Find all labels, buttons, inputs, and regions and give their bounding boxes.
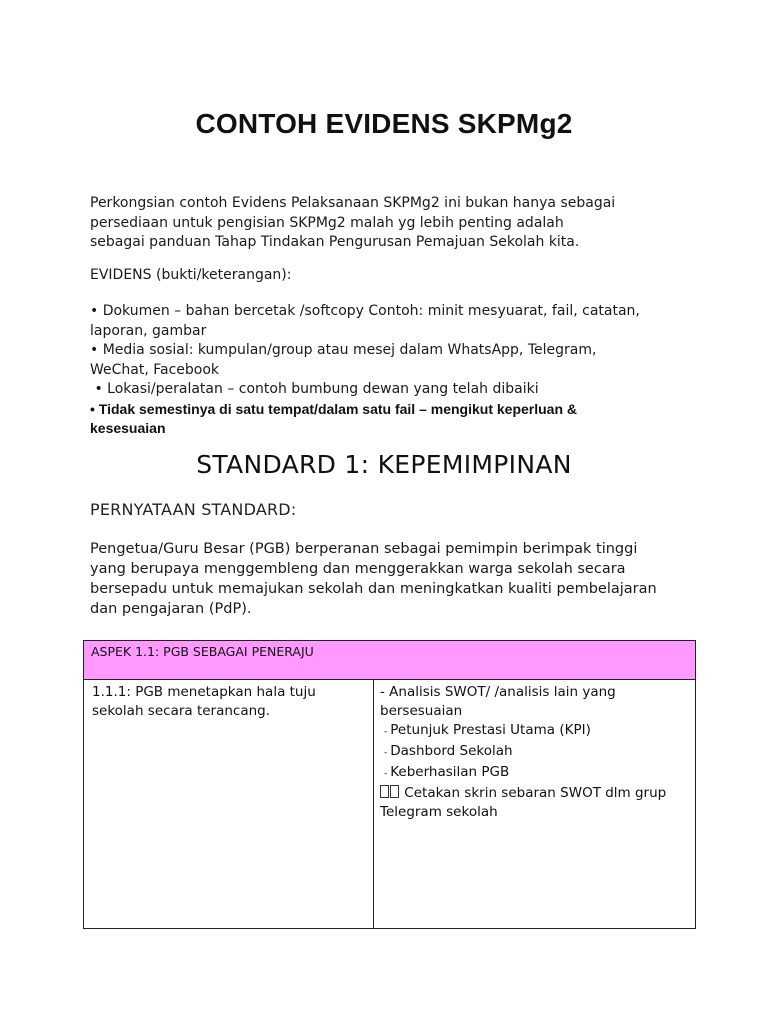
evidence-sub-item <box>380 742 689 763</box>
evidence-line: bersesuaian <box>380 703 463 719</box>
aspect-table <box>83 640 696 929</box>
intro-line: sebagai panduan Tahap Tindakan Pengurusan Pemajuan Sekolah kita. <box>90 234 580 250</box>
bullet-line: • Lokasi/peralatan – contoh bumbung dewan yang telah dibaiki <box>90 381 539 397</box>
glyph-line-text: Cetakan skrin sebaran SWOT dlm grup <box>404 785 667 801</box>
evidence-sub-item <box>380 721 689 742</box>
evidence-line: Telegram sekolah <box>380 804 498 820</box>
evidens-heading: EVIDENS (bukti/keterangan): <box>90 267 292 283</box>
criteria-line: sekolah secara terancang. <box>92 703 271 719</box>
evidens-bullet-list <box>90 302 690 439</box>
statement-line: yang berupaya menggembleng dan menggerakkan warga sekolah secara <box>90 561 626 577</box>
missing-glyph-box-icon <box>380 785 389 798</box>
dash-marker: - <box>384 769 388 779</box>
sub-item-label: Dashbord Sekolah <box>390 743 513 759</box>
bold-bullet-line: • Tidak semestinya di satu tempat/dalam satu fail – mengikut keperluan & <box>90 400 578 417</box>
evidence-line: - Analisis SWOT/ /analisis lain yang <box>380 684 616 700</box>
standard-statement <box>90 539 690 619</box>
intro-paragraph <box>90 194 690 253</box>
bold-bullet-line: kesesuaian <box>90 420 166 436</box>
evidence-sub-item <box>380 763 689 784</box>
sub-item-label: Keberhasilan PGB <box>390 764 510 780</box>
bullet-line: • Media sosial: kumpulan/group atau mesej dalam WhatsApp, Telegram, <box>90 342 597 358</box>
intro-line: persediaan untuk pengisian SKPMg2 malah yg lebih penting adalah <box>90 214 564 231</box>
standard-title: STANDARD 1: KEPEMIMPINAN <box>196 450 572 479</box>
intro-line: Perkongsian contoh Evidens Pelaksanaan SKPMg2 ini bukan hanya sebagai <box>90 195 616 211</box>
document-title: CONTOH EVIDENS SKPMg2 <box>195 108 573 139</box>
sub-item-label: Petunjuk Prestasi Utama (KPI) <box>390 722 591 738</box>
statement-line: dan pengajaran (PdP). <box>90 601 252 617</box>
bullet-line: WeChat, Facebook <box>90 361 220 378</box>
dash-marker: - <box>384 727 388 737</box>
bullet-line: laporan, gambar <box>90 322 207 339</box>
bullet-line: • Dokumen – bahan bercetak /softcopy Contoh: minit mesyuarat, fail, catatan, <box>90 303 640 319</box>
table-cell-evidence <box>374 680 695 928</box>
dash-marker: - <box>384 748 388 758</box>
statement-line: bersepadu untuk memajukan sekolah dan meningkatkan kualiti pembelajaran <box>90 581 657 597</box>
evidence-glyph-line <box>380 784 689 803</box>
criteria-line: 1.1.1: PGB menetapkan hala tuju <box>92 684 316 700</box>
statement-line: Pengetua/Guru Besar (PGB) berperanan sebagai pemimpin berimpak tinggi <box>90 541 638 557</box>
missing-glyph-box-icon <box>390 785 399 798</box>
aspect-header: ASPEK 1.1: PGB SEBAGAI PENERAJU <box>84 641 695 680</box>
pernyataan-label: PERNYATAAN STANDARD: <box>90 500 297 519</box>
table-row <box>84 680 695 928</box>
table-cell-criteria <box>84 680 374 928</box>
